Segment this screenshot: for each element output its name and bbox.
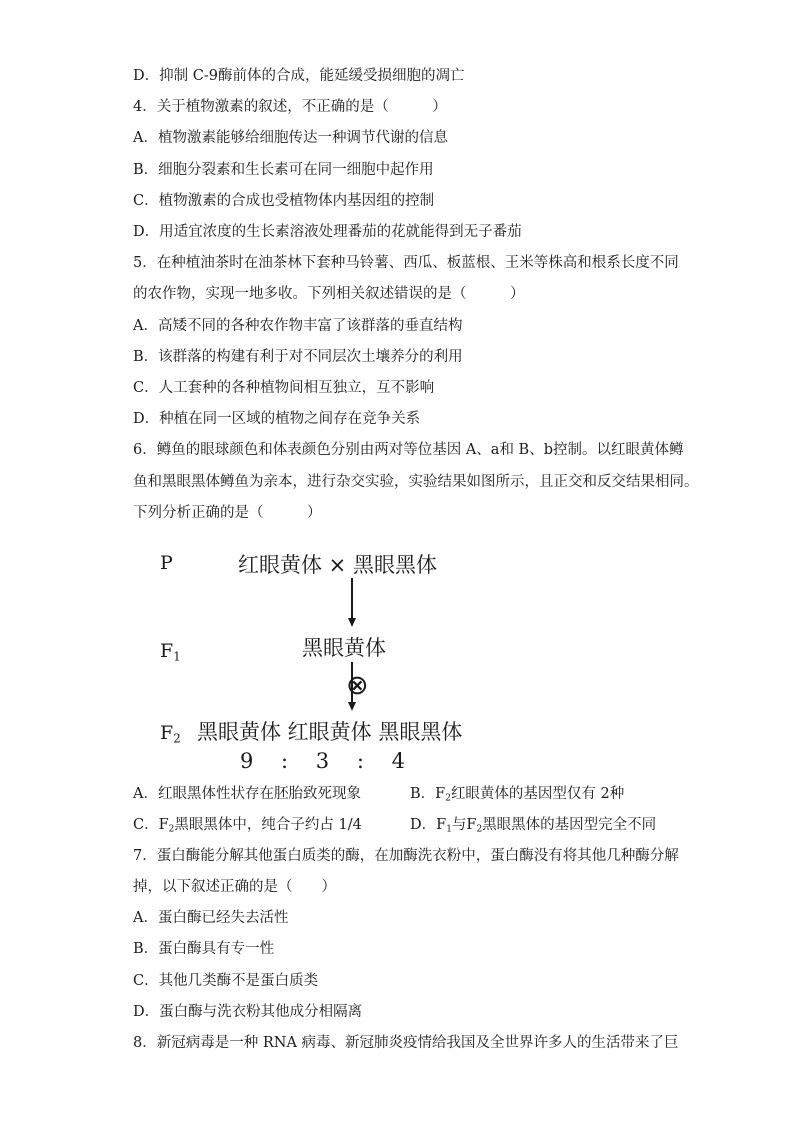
question6-option-d: D．$F_1$与$F_2$黑眼黑体的基因型完全不同 <box>410 817 657 835</box>
question6-stem-line3: 下列分析正确的是（ ） <box>133 505 322 521</box>
question6-stem-line1: 6．鳟鱼的眼球颜色和体表颜色分别由两对等位基因 A、a和 B、b控制。以红眼黄体鳟 <box>133 442 684 458</box>
question5-stem-line1: 5．在种植油茶时在油茶林下套种马铃薯、西瓜、板蓝根、王米等株高和根系长度不同 <box>133 255 679 271</box>
question7-option-a: A．蛋白酶已经失去活性 <box>133 910 289 926</box>
parental-cross: 红眼黄体 × 黑眼黑体 <box>238 553 437 577</box>
question4-option-d: D．用适宜浓度的生长素溶液处理番茄的花就能得到无子番茄 <box>133 224 522 240</box>
question7-stem-line2: 掉，以下叙述正确的是（ ） <box>133 879 336 895</box>
question7-option-c: C．其他几类酶不是蛋白质类 <box>133 973 319 989</box>
question4-option-a: A．植物激素能够给细胞传达一种调节代谢的信息 <box>133 130 448 146</box>
arrow-p-to-f1 <box>351 578 353 620</box>
p-generation-label: P <box>160 552 173 574</box>
question6-stem-line2: 鱼和黑眼黑体鳟鱼为亲本，进行杂交实验，实验结果如图所示，且正交和反交结果相同。 <box>133 474 699 490</box>
question3-option-d: D．抑制 C-9酶前体的合成，能延缓受损细胞的凋亡 <box>133 68 465 84</box>
question6-option-a: A．红眼黑体性状存在胚胎致死现象 <box>133 786 361 802</box>
question4-stem: 4．关于植物激素的叙述，不正确的是（ ） <box>133 99 447 115</box>
question5-stem-line2: 的农作物，实现一地多收。下列相关叙述错误的是（ ） <box>133 286 525 302</box>
arrow-head-f1 <box>348 618 356 627</box>
selfing-icon: ⊗ <box>346 670 369 701</box>
question7-stem-line1: 7．蛋白酶能分解其他蛋白质类的酶，在加酶洗衣粉中，蛋白酶没有将其他几种酶分解 <box>133 848 679 864</box>
question6-option-c: C．$F_2$黑眼黑体中，纯合子约占 1/4 <box>133 817 362 835</box>
question4-option-b: B．细胞分裂素和生长素可在同一细胞中起作用 <box>133 162 434 178</box>
question6-option-b: B．$F_2$红眼黄体的基因型仅有 2种 <box>410 786 625 804</box>
f2-ratio: 9 : 3 : 4 <box>240 749 405 773</box>
question5-option-d: D．种植在同一区域的植物之间存在竞争关系 <box>133 411 421 427</box>
question7-option-d: D．蛋白酶与洗衣粉其他成分相隔离 <box>133 1004 363 1020</box>
f1-phenotype: 黑眼黄体 <box>302 636 386 660</box>
f1-generation-label: $F_1$ <box>160 640 181 664</box>
question4-option-c: C．植物激素的合成也受植物体内基因组的控制 <box>133 193 435 209</box>
question5-option-a: A．高矮不同的各种农作物丰富了该群落的垂直结构 <box>133 318 463 334</box>
question5-option-b: B．该群落的构建有利于对不同层次土壤养分的利用 <box>133 349 463 365</box>
f2-generation-label: $F_2$ <box>160 722 181 746</box>
question8-stem-line1: 8．新冠病毒是一种 RNA 病毒、新冠肺炎疫情给我国及全世界许多人的生活带来了巨 <box>133 1035 679 1051</box>
question7-option-b: B．蛋白酶具有专一性 <box>133 941 275 957</box>
f2-phenotypes: 黑眼黄体 红眼黄体 黑眼黑体 <box>197 720 463 744</box>
question5-option-c: C．人工套种的各种植物间相互独立，互不影响 <box>133 380 435 396</box>
arrow-head-f2 <box>348 702 356 711</box>
